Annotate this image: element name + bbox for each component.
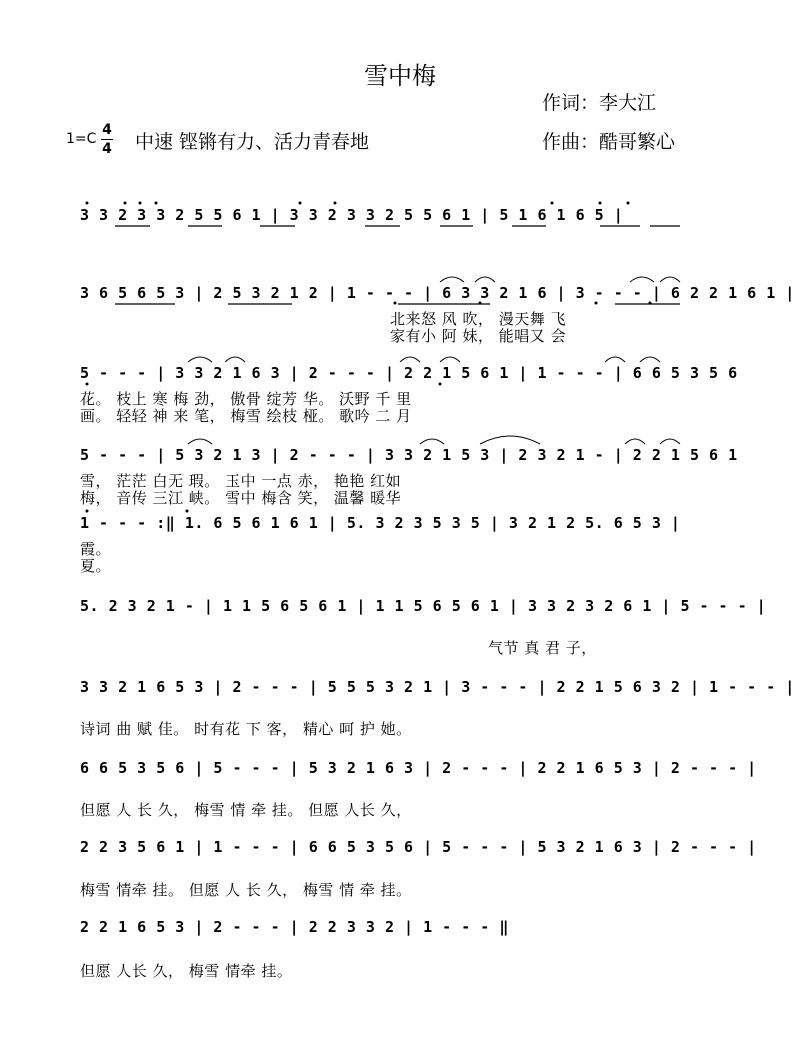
lyric-line-5-verse-1: 霞。 <box>80 540 112 558</box>
staff-line-3: 5 - - - | 3 3 2 1 6 3 | 2 - - - | 2 2 1 5 6 1 | 1 - - - | 6 6 5 3 5 6 <box>80 364 738 382</box>
staff-line-5: 1 - - - :‖ 1. 6 5 6 1 6 1 | 5. 3 2 3 5 3 5 | 3 2 1 2 5. 6 5 3 | <box>80 514 681 532</box>
staff-line-4: 5 - - - | 5 3 2 1 3 | 2 - - - | 3 3 2 1 5 3 | 2 3 2 1 - | 2 2 1 5 6 1 <box>80 446 738 464</box>
tempo-marking: 中速 铿锵有力、活力青春地 <box>135 131 370 153</box>
lyric-line-9: 梅雪 情牵 挂。 但愿 人 长 久， 梅雪 情 牵 挂。 <box>80 881 412 899</box>
composer-credit: 作曲：酷哥繁心 <box>542 131 676 153</box>
staff-line-6: 5. 2 3 2 1 - | 1 1 5 6 5 6 1 | 1 1 5 6 5 6 1 | 3 3 2 3 2 6 1 | 5 - - - | <box>80 597 767 615</box>
rhythm-underlines <box>115 226 680 304</box>
staff-line-2: 3 6 5 6 5 3 | 2 5 3 2 1 2 | 1 - - - | 6 3 3 2 1 6 | 3 - - - | 6 2 2 1 6 1 | <box>80 284 795 302</box>
staff-line-8: 6 6 5 3 5 6 | 5 - - - | 5 3 2 1 6 3 | 2 - - - | 2 2 1 6 5 3 | 2 - - - | <box>80 759 757 777</box>
lyric-line-3-verse-2: 画。 轻轻 神 来 笔， 梅雪 绘枝 桠。 歌吟 二 月 <box>80 407 412 425</box>
lyric-line-2-verse-1: 北来怒 风 吹， 漫天舞 飞 <box>390 310 567 328</box>
staff-line-10: 2 2 1 6 5 3 | 2 - - - | 2 2 3 3 2 | 1 - - - ‖ <box>80 918 509 936</box>
lyric-line-4-verse-2: 梅， 音传 三江 峡。 雪中 梅含 笑， 温馨 暖华 <box>80 489 402 507</box>
time-signature-top: 4 <box>102 122 112 138</box>
lyric-line-8: 但愿 人 长 久， 梅雪 情 牵 挂。 但愿 人长 久， <box>80 801 412 819</box>
staff-line-1: 3 3 2 3 3 2 5 5 6 1 | 3 3 2 3 3 2 5 5 6 1 | 5 1 6 1 6 5 | <box>80 206 624 224</box>
time-signature-bottom: 4 <box>102 141 112 157</box>
staff-line-7: 3 3 2 1 6 5 3 | 2 - - - | 5 5 5 3 2 1 | 3 - - - | 2 2 1 5 6 3 2 | 1 - - - | <box>80 678 795 696</box>
octave-dots <box>86 202 652 513</box>
lyric-line-3-verse-1: 花。 枝上 寒 梅 劲， 傲骨 绽芳 华。 沃野 千 里 <box>80 390 412 408</box>
lyric-line-10: 但愿 人长 久， 梅雪 情牵 挂。 <box>80 962 293 980</box>
key-signature: 1=C <box>66 131 97 147</box>
lyric-line-5-verse-2: 夏。 <box>80 557 112 575</box>
slurs <box>188 277 680 444</box>
lyricist-credit: 作词：李大江 <box>542 92 657 114</box>
lyric-line-6: 气节 真 君 子， <box>488 639 597 657</box>
staff-line-9: 2 2 3 5 6 1 | 1 - - - | 6 6 5 3 5 6 | 5 - - - | 5 3 2 1 6 3 | 2 - - - | <box>80 838 757 856</box>
lyric-line-2-verse-2: 家有小 阿 妹， 能唱又 会 <box>390 327 567 345</box>
song-title: 雪中梅 <box>364 62 436 90</box>
lyric-line-7: 诗词 曲 赋 佳。 时有花 下 客， 精心 呵 护 她。 <box>80 720 412 738</box>
lyric-line-4-verse-1: 雪， 茫茫 白无 瑕。 玉中 一点 赤， 艳艳 红如 <box>80 472 402 490</box>
